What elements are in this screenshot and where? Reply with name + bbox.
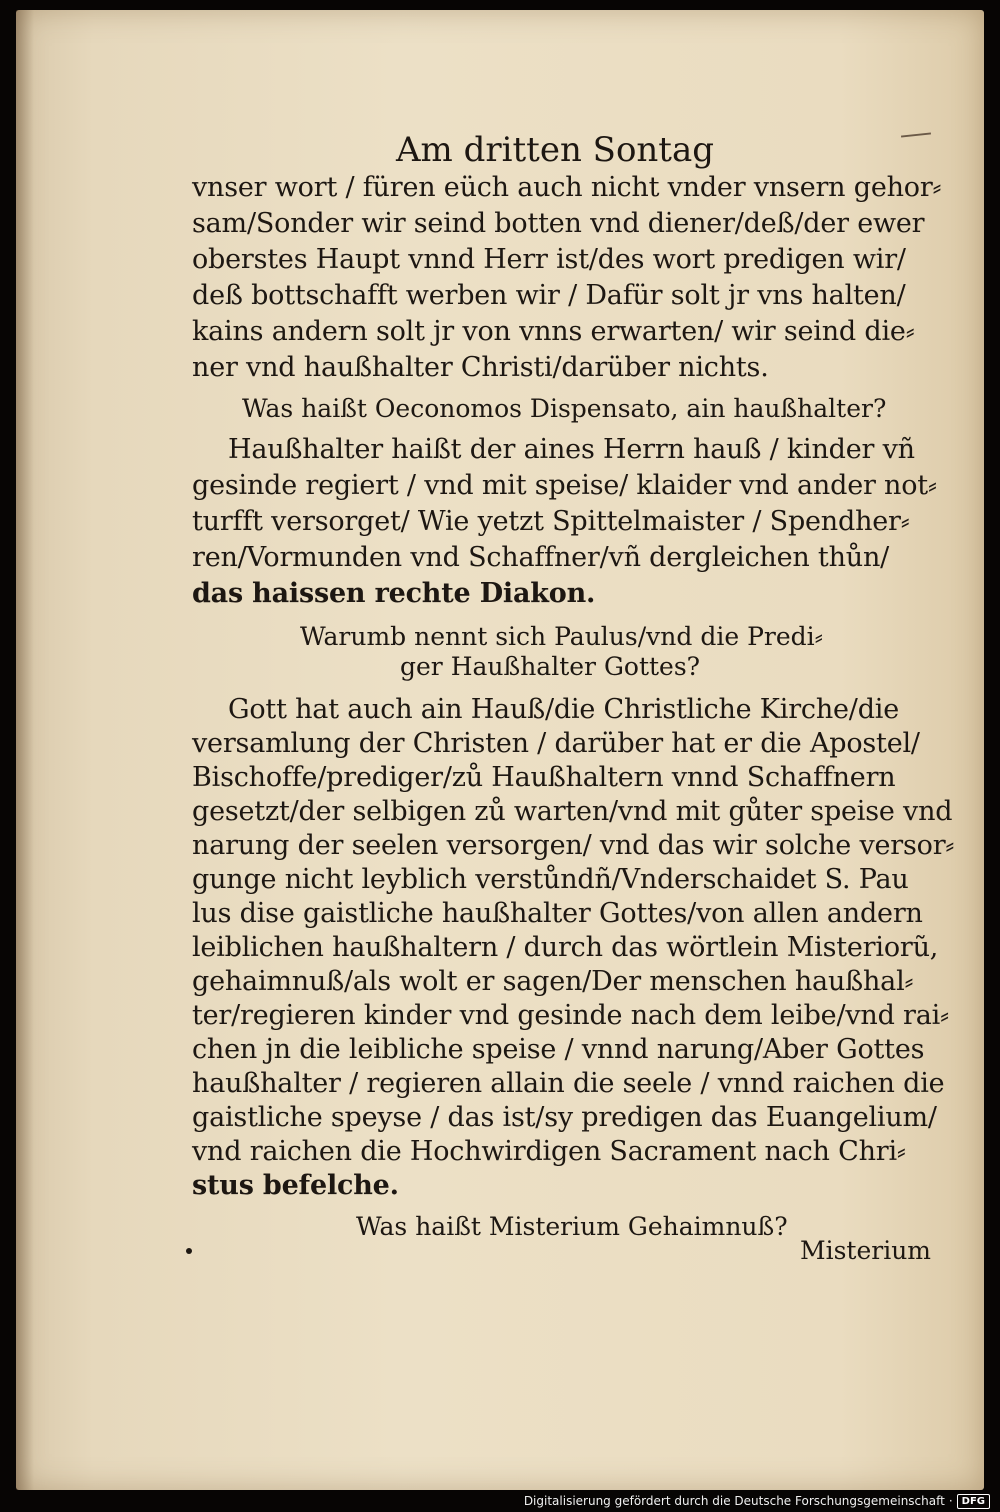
text-line: gesetzt/der selbigen zů warten/vnd mit gůter speise vnd [192,796,953,827]
text-line: leiblichen haußhaltern / durch das wörtlein Misteriorũ, [192,932,939,963]
text-line: das haissen rechte Diakon. [192,578,596,609]
text-line: stus befelche. [192,1170,399,1201]
text-line: chen jn die leibliche speise / vnnd narung/Aber Gottes [192,1034,925,1065]
text-line: sam/Sonder wir seind botten vnd diener/deß/der ewer [192,208,925,239]
ink-dot [186,1248,192,1254]
running-header: Am dritten Sontag [396,130,715,170]
dfg-logo: DFG [957,1494,990,1509]
text-line: deß bottschafft werben wir / Dafür solt jr vns halten/ [192,280,906,311]
text-line: gaistliche speyse / das ist/sy predigen das Euangelium/ [192,1102,937,1133]
text-line: kains andern solt jr von vnns erwarten/ wir seind die⸗ [192,316,915,347]
catchword: Misterium [800,1236,932,1265]
funding-notice: Digitalisierung gefördert durch die Deutsche Forschungsgemeinschaft [523,1494,945,1508]
text-line: haußhalter / regieren allain die seele / vnnd raichen die [192,1068,945,1099]
text-line: ren/Vormunden vnd Schaffner/vñ dergleichen thůn/ [192,542,890,573]
footer-separator: · [948,1494,953,1508]
text-line: Gott hat auch ain Hauß/die Christliche Kirche/die [228,694,899,725]
text-line: ter/regieren kinder vnd gesinde nach dem leibe/vnd rai⸗ [192,1000,949,1031]
text-line: oberstes Haupt vnnd Herr ist/des wort predigen wir/ [192,244,906,275]
text-line: gehaimnuß/als wolt er sagen/Der menschen haußhal⸗ [192,966,914,997]
text-line: Bischoffe/prediger/zů Haußhaltern vnnd Schaffnern [192,762,896,793]
text-line: vnd raichen die Hochwirdigen Sacrament nach Chri⸗ [192,1136,906,1167]
text-line: Haußhalter haißt der aines Herrn hauß / kinder vñ [228,434,915,465]
text-line: gesinde regiert / vnd mit speise/ klaider vnd ander not⸗ [192,470,937,501]
book-page [16,10,984,1490]
margin-mark [901,132,931,137]
text-line: gunge nicht leyblich verstůndñ/Vnderschaidet S. Pau [192,864,909,895]
text-line: versamlung der Christen / darüber hat er die Apostel/ [192,728,920,759]
text-line: turfft versorget/ Wie yetzt Spittelmaister / Spendher⸗ [192,506,910,537]
text-line: lus dise gaistliche haußhalter Gottes/von allen andern [192,898,923,929]
question-heading: Was haißt Oeconomos Dispensato, ain haußhalter? [242,394,887,423]
text-line: vnser wort / füren eüch auch nicht vnder vnsern gehor⸗ [192,172,942,203]
text-line: narung der seelen versorgen/ vnd das wir solche versor⸗ [192,830,955,861]
page-text [16,10,984,1490]
question-heading: Warumb nennt sich Paulus/vnd die Predi⸗ [300,622,823,651]
question-heading: Was haißt Misterium Gehaimnuß? [356,1212,788,1241]
dfg-footer [524,1492,990,1510]
question-heading: ger Haußhalter Gottes? [400,652,701,681]
text-line: ner vnd haußhalter Christi/darüber nichts. [192,352,769,383]
